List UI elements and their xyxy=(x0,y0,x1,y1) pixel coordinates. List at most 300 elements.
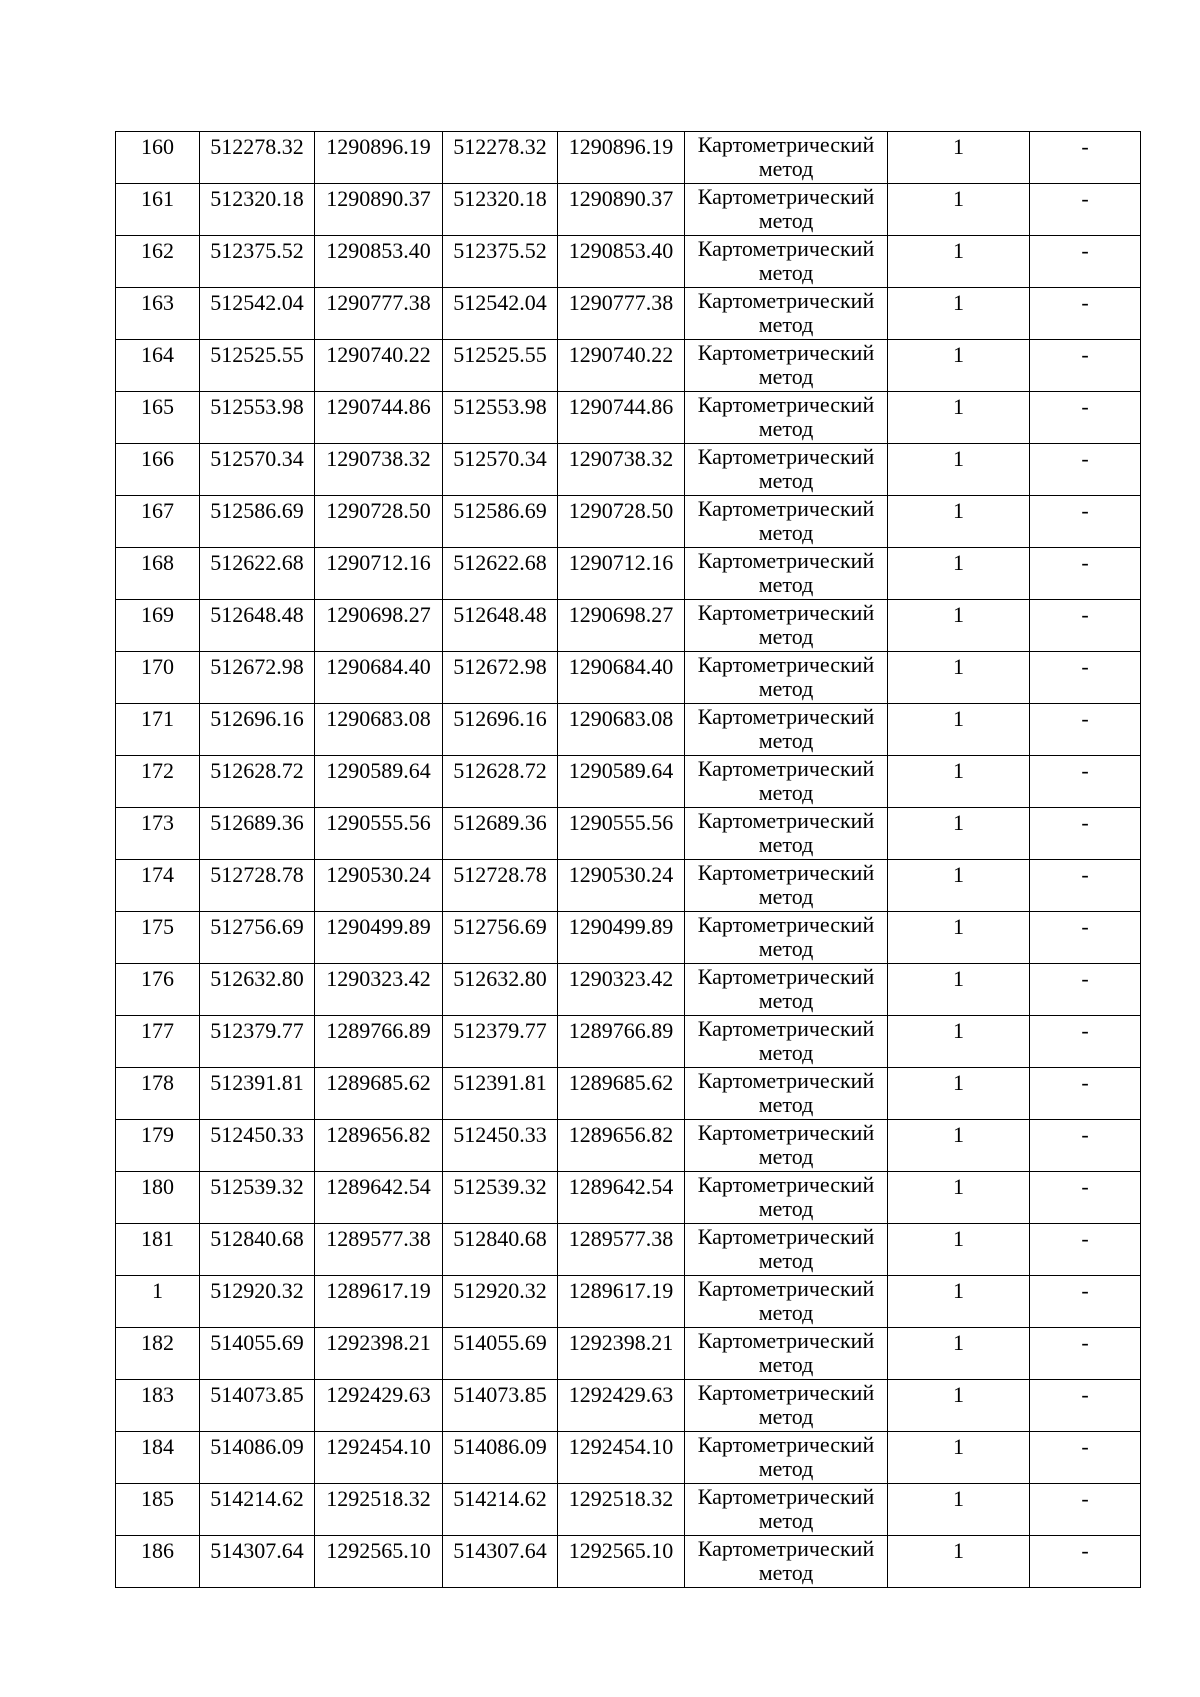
description-cell: - xyxy=(1030,496,1141,548)
table-row xyxy=(116,1484,1141,1536)
method-line-2: метод xyxy=(758,1456,814,1481)
table-row xyxy=(116,288,1141,340)
table-row xyxy=(116,964,1141,1016)
point-number-cell: 186 xyxy=(116,1536,200,1588)
x-old-cell: 512920.32 xyxy=(200,1276,315,1328)
x-new-cell: 514214.62 xyxy=(443,1484,558,1536)
description-cell: - xyxy=(1030,1536,1141,1588)
y-old-cell: 1290896.19 xyxy=(315,132,443,184)
method-line-1: Картометрический xyxy=(697,236,875,261)
y-old-cell: 1290728.50 xyxy=(315,496,443,548)
method-cell xyxy=(685,860,888,912)
table-row xyxy=(116,132,1141,184)
method-line-2: метод xyxy=(758,208,814,233)
method-cell xyxy=(685,288,888,340)
table-row xyxy=(116,548,1141,600)
x-old-cell: 514086.09 xyxy=(200,1432,315,1484)
point-number-cell: 1 xyxy=(116,1276,200,1328)
x-new-cell: 512920.32 xyxy=(443,1276,558,1328)
method-cell xyxy=(685,1484,888,1536)
method-cell xyxy=(685,184,888,236)
method-line-1: Картометрический xyxy=(697,1016,875,1041)
y-new-cell: 1289617.19 xyxy=(558,1276,685,1328)
y-new-cell: 1289577.38 xyxy=(558,1224,685,1276)
y-new-cell: 1292454.10 xyxy=(558,1432,685,1484)
y-new-cell: 1292518.32 xyxy=(558,1484,685,1536)
point-number-cell: 174 xyxy=(116,860,200,912)
point-number-cell: 177 xyxy=(116,1016,200,1068)
x-old-cell: 512539.32 xyxy=(200,1172,315,1224)
x-new-cell: 512553.98 xyxy=(443,392,558,444)
method-line-1: Картометрический xyxy=(697,860,875,885)
y-new-cell: 1292398.21 xyxy=(558,1328,685,1380)
method-line-1: Картометрический xyxy=(697,808,875,833)
method-line-2: метод xyxy=(758,988,814,1013)
x-old-cell: 512840.68 xyxy=(200,1224,315,1276)
description-cell: - xyxy=(1030,600,1141,652)
method-line-2: метод xyxy=(758,1196,814,1221)
x-new-cell: 512648.48 xyxy=(443,600,558,652)
method-line-2: метод xyxy=(758,1352,814,1377)
accuracy-cell: 1 xyxy=(888,444,1030,496)
x-new-cell: 514086.09 xyxy=(443,1432,558,1484)
x-old-cell: 512728.78 xyxy=(200,860,315,912)
description-cell: - xyxy=(1030,1172,1141,1224)
x-old-cell: 512375.52 xyxy=(200,236,315,288)
x-old-cell: 512278.32 xyxy=(200,132,315,184)
accuracy-cell: 1 xyxy=(888,548,1030,600)
description-cell: - xyxy=(1030,132,1141,184)
x-new-cell: 512728.78 xyxy=(443,860,558,912)
point-number-cell: 182 xyxy=(116,1328,200,1380)
x-old-cell: 514073.85 xyxy=(200,1380,315,1432)
description-cell: - xyxy=(1030,1120,1141,1172)
table-row xyxy=(116,184,1141,236)
method-line-1: Картометрический xyxy=(697,652,875,677)
method-line-2: метод xyxy=(758,1560,814,1585)
method-line-1: Картометрический xyxy=(697,1536,875,1561)
x-new-cell: 512450.33 xyxy=(443,1120,558,1172)
y-new-cell: 1290740.22 xyxy=(558,340,685,392)
table-row xyxy=(116,756,1141,808)
point-number-cell: 172 xyxy=(116,756,200,808)
method-line-1: Картометрический xyxy=(697,704,875,729)
description-cell: - xyxy=(1030,912,1141,964)
table-row xyxy=(116,340,1141,392)
x-new-cell: 514307.64 xyxy=(443,1536,558,1588)
x-new-cell: 514055.69 xyxy=(443,1328,558,1380)
method-line-2: метод xyxy=(758,780,814,805)
method-line-1: Картометрический xyxy=(697,756,875,781)
method-cell xyxy=(685,1432,888,1484)
method-cell xyxy=(685,1224,888,1276)
table-row xyxy=(116,1536,1141,1588)
method-line-1: Картометрический xyxy=(697,600,875,625)
method-cell xyxy=(685,1172,888,1224)
point-number-cell: 170 xyxy=(116,652,200,704)
method-line-1: Картометрический xyxy=(697,964,875,989)
method-line-1: Картометрический xyxy=(697,912,875,937)
table-row xyxy=(116,444,1141,496)
accuracy-cell: 1 xyxy=(888,1328,1030,1380)
x-old-cell: 512553.98 xyxy=(200,392,315,444)
y-old-cell: 1290555.56 xyxy=(315,808,443,860)
accuracy-cell: 1 xyxy=(888,1120,1030,1172)
y-old-cell: 1292454.10 xyxy=(315,1432,443,1484)
y-old-cell: 1290530.24 xyxy=(315,860,443,912)
x-old-cell: 512391.81 xyxy=(200,1068,315,1120)
y-new-cell: 1289685.62 xyxy=(558,1068,685,1120)
description-cell: - xyxy=(1030,756,1141,808)
y-old-cell: 1290777.38 xyxy=(315,288,443,340)
point-number-cell: 173 xyxy=(116,808,200,860)
x-new-cell: 512628.72 xyxy=(443,756,558,808)
x-old-cell: 512542.04 xyxy=(200,288,315,340)
point-number-cell: 179 xyxy=(116,1120,200,1172)
point-number-cell: 167 xyxy=(116,496,200,548)
table-row xyxy=(116,1172,1141,1224)
table-row xyxy=(116,1328,1141,1380)
method-cell xyxy=(685,1328,888,1380)
method-cell xyxy=(685,912,888,964)
table-row xyxy=(116,912,1141,964)
y-old-cell: 1290323.42 xyxy=(315,964,443,1016)
x-old-cell: 512628.72 xyxy=(200,756,315,808)
description-cell: - xyxy=(1030,548,1141,600)
method-line-2: метод xyxy=(758,1508,814,1533)
point-number-cell: 178 xyxy=(116,1068,200,1120)
y-old-cell: 1290890.37 xyxy=(315,184,443,236)
description-cell: - xyxy=(1030,392,1141,444)
y-new-cell: 1292565.10 xyxy=(558,1536,685,1588)
x-new-cell: 512696.16 xyxy=(443,704,558,756)
x-old-cell: 512525.55 xyxy=(200,340,315,392)
accuracy-cell: 1 xyxy=(888,860,1030,912)
y-old-cell: 1290740.22 xyxy=(315,340,443,392)
point-number-cell: 175 xyxy=(116,912,200,964)
point-number-cell: 176 xyxy=(116,964,200,1016)
accuracy-cell: 1 xyxy=(888,1484,1030,1536)
y-old-cell: 1290683.08 xyxy=(315,704,443,756)
method-line-2: метод xyxy=(758,468,814,493)
accuracy-cell: 1 xyxy=(888,340,1030,392)
table-row xyxy=(116,860,1141,912)
y-old-cell: 1289617.19 xyxy=(315,1276,443,1328)
x-new-cell: 512840.68 xyxy=(443,1224,558,1276)
method-line-2: метод xyxy=(758,312,814,337)
point-number-cell: 180 xyxy=(116,1172,200,1224)
y-old-cell: 1290698.27 xyxy=(315,600,443,652)
x-new-cell: 512570.34 xyxy=(443,444,558,496)
table-row xyxy=(116,236,1141,288)
description-cell: - xyxy=(1030,860,1141,912)
x-new-cell: 512586.69 xyxy=(443,496,558,548)
description-cell: - xyxy=(1030,236,1141,288)
x-new-cell: 512632.80 xyxy=(443,964,558,1016)
y-new-cell: 1290698.27 xyxy=(558,600,685,652)
coordinates-table xyxy=(115,131,1141,1588)
x-old-cell: 512320.18 xyxy=(200,184,315,236)
x-new-cell: 512375.52 xyxy=(443,236,558,288)
point-number-cell: 185 xyxy=(116,1484,200,1536)
y-new-cell: 1290683.08 xyxy=(558,704,685,756)
method-line-1: Картометрический xyxy=(697,444,875,469)
x-old-cell: 512696.16 xyxy=(200,704,315,756)
method-cell xyxy=(685,1380,888,1432)
x-new-cell: 512539.32 xyxy=(443,1172,558,1224)
y-new-cell: 1290738.32 xyxy=(558,444,685,496)
y-new-cell: 1290323.42 xyxy=(558,964,685,1016)
x-new-cell: 512278.32 xyxy=(443,132,558,184)
table-row xyxy=(116,1120,1141,1172)
method-line-2: метод xyxy=(758,676,814,701)
x-new-cell: 512622.68 xyxy=(443,548,558,600)
method-line-2: метод xyxy=(758,572,814,597)
x-old-cell: 512632.80 xyxy=(200,964,315,1016)
y-new-cell: 1290555.56 xyxy=(558,808,685,860)
method-cell xyxy=(685,496,888,548)
description-cell: - xyxy=(1030,1484,1141,1536)
x-old-cell: 512689.36 xyxy=(200,808,315,860)
x-new-cell: 512756.69 xyxy=(443,912,558,964)
x-old-cell: 512672.98 xyxy=(200,652,315,704)
y-new-cell: 1290589.64 xyxy=(558,756,685,808)
description-cell: - xyxy=(1030,964,1141,1016)
x-old-cell: 514307.64 xyxy=(200,1536,315,1588)
table-row xyxy=(116,704,1141,756)
method-line-1: Картометрический xyxy=(697,340,875,365)
method-cell xyxy=(685,132,888,184)
point-number-cell: 164 xyxy=(116,340,200,392)
y-old-cell: 1289577.38 xyxy=(315,1224,443,1276)
method-line-2: метод xyxy=(758,1404,814,1429)
y-new-cell: 1290890.37 xyxy=(558,184,685,236)
x-old-cell: 512450.33 xyxy=(200,1120,315,1172)
method-line-2: метод xyxy=(758,1144,814,1169)
table-row xyxy=(116,808,1141,860)
point-number-cell: 184 xyxy=(116,1432,200,1484)
point-number-cell: 169 xyxy=(116,600,200,652)
accuracy-cell: 1 xyxy=(888,1536,1030,1588)
x-old-cell: 514214.62 xyxy=(200,1484,315,1536)
method-line-2: метод xyxy=(758,520,814,545)
x-old-cell: 512622.68 xyxy=(200,548,315,600)
method-cell xyxy=(685,236,888,288)
y-old-cell: 1290744.86 xyxy=(315,392,443,444)
table-row xyxy=(116,1016,1141,1068)
y-old-cell: 1290712.16 xyxy=(315,548,443,600)
x-new-cell: 512525.55 xyxy=(443,340,558,392)
method-line-1: Картометрический xyxy=(697,496,875,521)
point-number-cell: 166 xyxy=(116,444,200,496)
method-line-1: Картометрический xyxy=(697,1120,875,1145)
y-old-cell: 1292398.21 xyxy=(315,1328,443,1380)
method-cell xyxy=(685,1276,888,1328)
y-old-cell: 1292565.10 xyxy=(315,1536,443,1588)
y-new-cell: 1290712.16 xyxy=(558,548,685,600)
y-old-cell: 1289766.89 xyxy=(315,1016,443,1068)
method-line-1: Картометрический xyxy=(697,1328,875,1353)
y-old-cell: 1289656.82 xyxy=(315,1120,443,1172)
method-cell xyxy=(685,1120,888,1172)
accuracy-cell: 1 xyxy=(888,184,1030,236)
method-line-2: метод xyxy=(758,1300,814,1325)
description-cell: - xyxy=(1030,444,1141,496)
method-line-1: Картометрический xyxy=(697,1276,875,1301)
method-line-2: метод xyxy=(758,156,814,181)
x-old-cell: 512586.69 xyxy=(200,496,315,548)
accuracy-cell: 1 xyxy=(888,964,1030,1016)
x-old-cell: 512756.69 xyxy=(200,912,315,964)
table-row xyxy=(116,392,1141,444)
accuracy-cell: 1 xyxy=(888,1016,1030,1068)
y-new-cell: 1290499.89 xyxy=(558,912,685,964)
method-line-2: метод xyxy=(758,936,814,961)
y-old-cell: 1290738.32 xyxy=(315,444,443,496)
description-cell: - xyxy=(1030,704,1141,756)
method-line-2: метод xyxy=(758,1092,814,1117)
x-new-cell: 512542.04 xyxy=(443,288,558,340)
x-old-cell: 512648.48 xyxy=(200,600,315,652)
y-old-cell: 1292429.63 xyxy=(315,1380,443,1432)
method-line-2: метод xyxy=(758,832,814,857)
y-old-cell: 1292518.32 xyxy=(315,1484,443,1536)
method-line-1: Картометрический xyxy=(697,1380,875,1405)
method-cell xyxy=(685,392,888,444)
method-cell xyxy=(685,1536,888,1588)
description-cell: - xyxy=(1030,1016,1141,1068)
y-new-cell: 1290777.38 xyxy=(558,288,685,340)
table-body xyxy=(116,132,1141,1588)
method-line-2: метод xyxy=(758,1248,814,1273)
table-row xyxy=(116,1224,1141,1276)
accuracy-cell: 1 xyxy=(888,1276,1030,1328)
accuracy-cell: 1 xyxy=(888,1432,1030,1484)
accuracy-cell: 1 xyxy=(888,704,1030,756)
method-line-1: Картометрический xyxy=(697,132,875,157)
accuracy-cell: 1 xyxy=(888,392,1030,444)
accuracy-cell: 1 xyxy=(888,600,1030,652)
y-new-cell: 1290744.86 xyxy=(558,392,685,444)
method-line-1: Картометрический xyxy=(697,1432,875,1457)
method-line-1: Картометрический xyxy=(697,1172,875,1197)
accuracy-cell: 1 xyxy=(888,912,1030,964)
method-line-1: Картометрический xyxy=(697,1224,875,1249)
description-cell: - xyxy=(1030,1276,1141,1328)
method-line-1: Картометрический xyxy=(697,392,875,417)
table-row xyxy=(116,1432,1141,1484)
y-new-cell: 1290728.50 xyxy=(558,496,685,548)
table-row xyxy=(116,1380,1141,1432)
x-old-cell: 514055.69 xyxy=(200,1328,315,1380)
y-new-cell: 1289656.82 xyxy=(558,1120,685,1172)
point-number-cell: 162 xyxy=(116,236,200,288)
y-new-cell: 1290530.24 xyxy=(558,860,685,912)
method-cell xyxy=(685,1068,888,1120)
method-line-2: метод xyxy=(758,884,814,909)
point-number-cell: 181 xyxy=(116,1224,200,1276)
method-cell xyxy=(685,1016,888,1068)
method-cell xyxy=(685,756,888,808)
accuracy-cell: 1 xyxy=(888,756,1030,808)
x-new-cell: 514073.85 xyxy=(443,1380,558,1432)
method-line-2: метод xyxy=(758,364,814,389)
y-old-cell: 1290853.40 xyxy=(315,236,443,288)
table-row xyxy=(116,1276,1141,1328)
table-row xyxy=(116,600,1141,652)
table-row xyxy=(116,1068,1141,1120)
table-row xyxy=(116,652,1141,704)
description-cell: - xyxy=(1030,184,1141,236)
accuracy-cell: 1 xyxy=(888,1380,1030,1432)
point-number-cell: 183 xyxy=(116,1380,200,1432)
y-old-cell: 1289642.54 xyxy=(315,1172,443,1224)
description-cell: - xyxy=(1030,1068,1141,1120)
description-cell: - xyxy=(1030,1224,1141,1276)
description-cell: - xyxy=(1030,1380,1141,1432)
description-cell: - xyxy=(1030,808,1141,860)
description-cell: - xyxy=(1030,1432,1141,1484)
method-line-1: Картометрический xyxy=(697,1068,875,1093)
x-new-cell: 512320.18 xyxy=(443,184,558,236)
y-old-cell: 1290589.64 xyxy=(315,756,443,808)
point-number-cell: 163 xyxy=(116,288,200,340)
method-cell xyxy=(685,704,888,756)
method-line-1: Картометрический xyxy=(697,288,875,313)
accuracy-cell: 1 xyxy=(888,1068,1030,1120)
accuracy-cell: 1 xyxy=(888,1224,1030,1276)
method-line-2: метод xyxy=(758,416,814,441)
x-new-cell: 512391.81 xyxy=(443,1068,558,1120)
x-old-cell: 512570.34 xyxy=(200,444,315,496)
accuracy-cell: 1 xyxy=(888,132,1030,184)
accuracy-cell: 1 xyxy=(888,236,1030,288)
method-cell xyxy=(685,548,888,600)
x-old-cell: 512379.77 xyxy=(200,1016,315,1068)
table-row xyxy=(116,496,1141,548)
method-cell xyxy=(685,340,888,392)
description-cell: - xyxy=(1030,1328,1141,1380)
accuracy-cell: 1 xyxy=(888,652,1030,704)
method-cell xyxy=(685,808,888,860)
point-number-cell: 161 xyxy=(116,184,200,236)
accuracy-cell: 1 xyxy=(888,288,1030,340)
method-line-2: метод xyxy=(758,728,814,753)
accuracy-cell: 1 xyxy=(888,808,1030,860)
method-line-2: метод xyxy=(758,260,814,285)
method-line-2: метод xyxy=(758,624,814,649)
method-cell xyxy=(685,964,888,1016)
method-cell xyxy=(685,652,888,704)
y-old-cell: 1290499.89 xyxy=(315,912,443,964)
y-new-cell: 1292429.63 xyxy=(558,1380,685,1432)
method-line-1: Картометрический xyxy=(697,1484,875,1509)
x-new-cell: 512689.36 xyxy=(443,808,558,860)
method-line-1: Картометрический xyxy=(697,548,875,573)
method-cell xyxy=(685,444,888,496)
x-new-cell: 512672.98 xyxy=(443,652,558,704)
y-old-cell: 1289685.62 xyxy=(315,1068,443,1120)
description-cell: - xyxy=(1030,288,1141,340)
method-line-2: метод xyxy=(758,1040,814,1065)
y-new-cell: 1290853.40 xyxy=(558,236,685,288)
y-new-cell: 1290684.40 xyxy=(558,652,685,704)
point-number-cell: 160 xyxy=(116,132,200,184)
accuracy-cell: 1 xyxy=(888,496,1030,548)
x-new-cell: 512379.77 xyxy=(443,1016,558,1068)
accuracy-cell: 1 xyxy=(888,1172,1030,1224)
y-new-cell: 1289642.54 xyxy=(558,1172,685,1224)
